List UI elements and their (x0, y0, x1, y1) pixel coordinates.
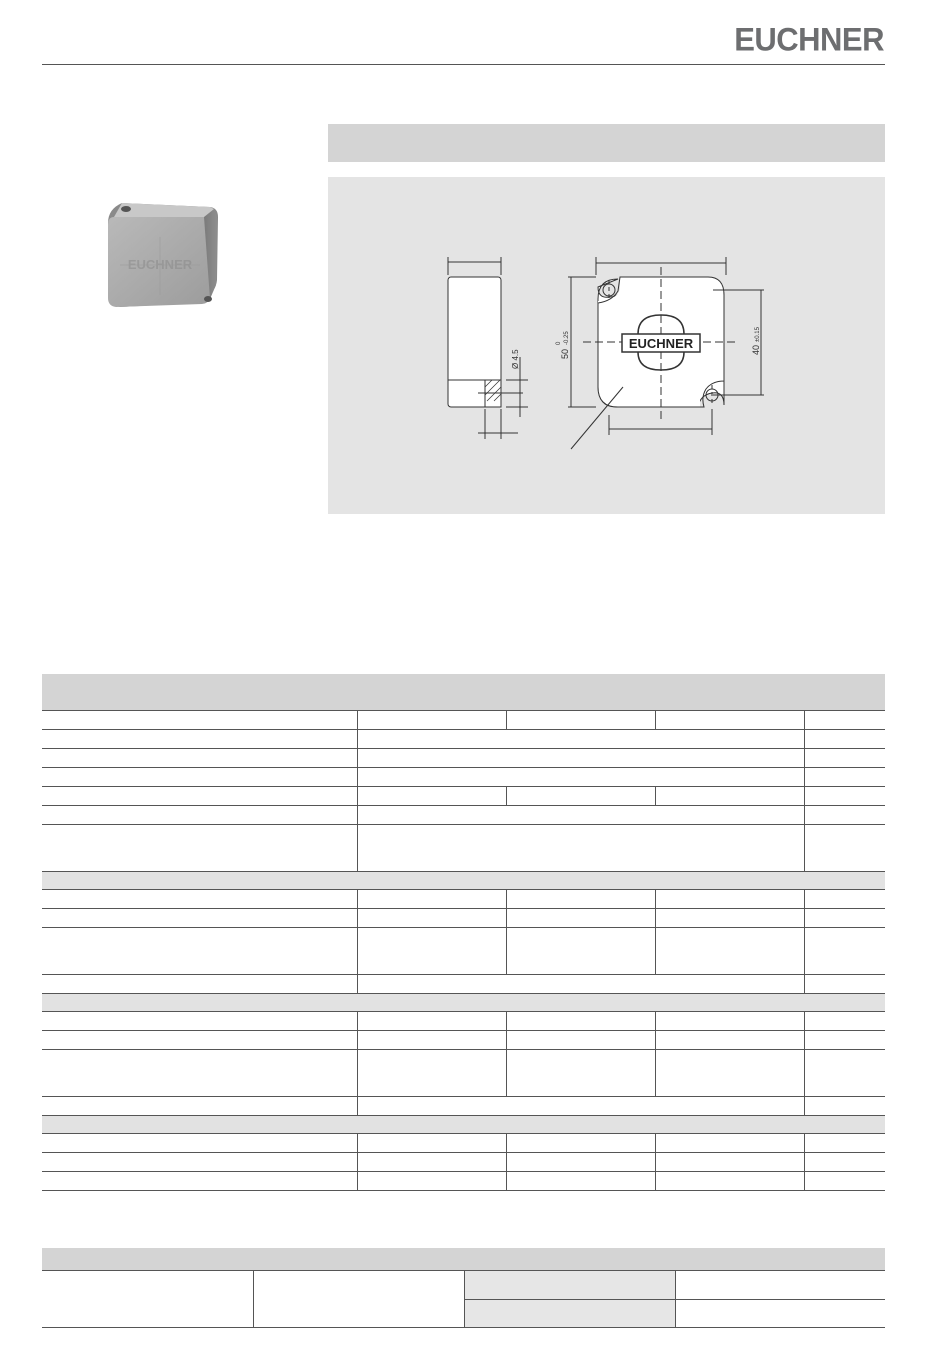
svg-text:EUCHNER: EUCHNER (628, 336, 694, 351)
table-row (42, 825, 885, 872)
table-row (42, 749, 885, 768)
svg-text:50: 50 (560, 348, 570, 359)
product-photo (100, 195, 225, 325)
table-cell (253, 1271, 464, 1327)
table-row (42, 730, 885, 749)
table-section (42, 872, 885, 890)
side-view (448, 257, 528, 439)
dimension-drawing (328, 177, 885, 514)
table-row (42, 1050, 885, 1097)
drawing-title-bar (328, 124, 885, 162)
header-rule (42, 64, 885, 65)
table-row (42, 768, 885, 787)
table-row (42, 1097, 885, 1116)
table-row (42, 806, 885, 825)
svg-text:EUCHNER: EUCHNER (127, 257, 193, 272)
svg-text:0: 0 (556, 341, 562, 345)
svg-text:±0.15: ±0.15 (755, 327, 761, 342)
table-row (42, 1153, 885, 1172)
euchner-logo: EUCHNER (734, 21, 884, 58)
table-cell (42, 1271, 253, 1327)
ordering-table (42, 1248, 885, 1328)
table-section (42, 1116, 885, 1134)
row-divider (464, 1299, 885, 1300)
table-row (42, 928, 885, 975)
technical-data-table (42, 674, 885, 1191)
svg-text:Ø 4.5: Ø 4.5 (511, 349, 520, 369)
table-row (42, 1031, 885, 1050)
table-row (42, 1134, 885, 1153)
table-row (42, 1012, 885, 1031)
table-row (42, 1172, 885, 1191)
svg-text:40: 40 (751, 344, 761, 355)
table-body (42, 1271, 885, 1328)
table-row (42, 787, 885, 806)
table-row (42, 890, 885, 909)
table-header (42, 1248, 885, 1271)
table-row (42, 909, 885, 928)
table-section (42, 994, 885, 1012)
table-row (42, 975, 885, 994)
svg-text:-0.25: -0.25 (564, 331, 570, 345)
front-view (556, 257, 764, 449)
table-row (42, 711, 885, 730)
table-header (42, 674, 885, 711)
